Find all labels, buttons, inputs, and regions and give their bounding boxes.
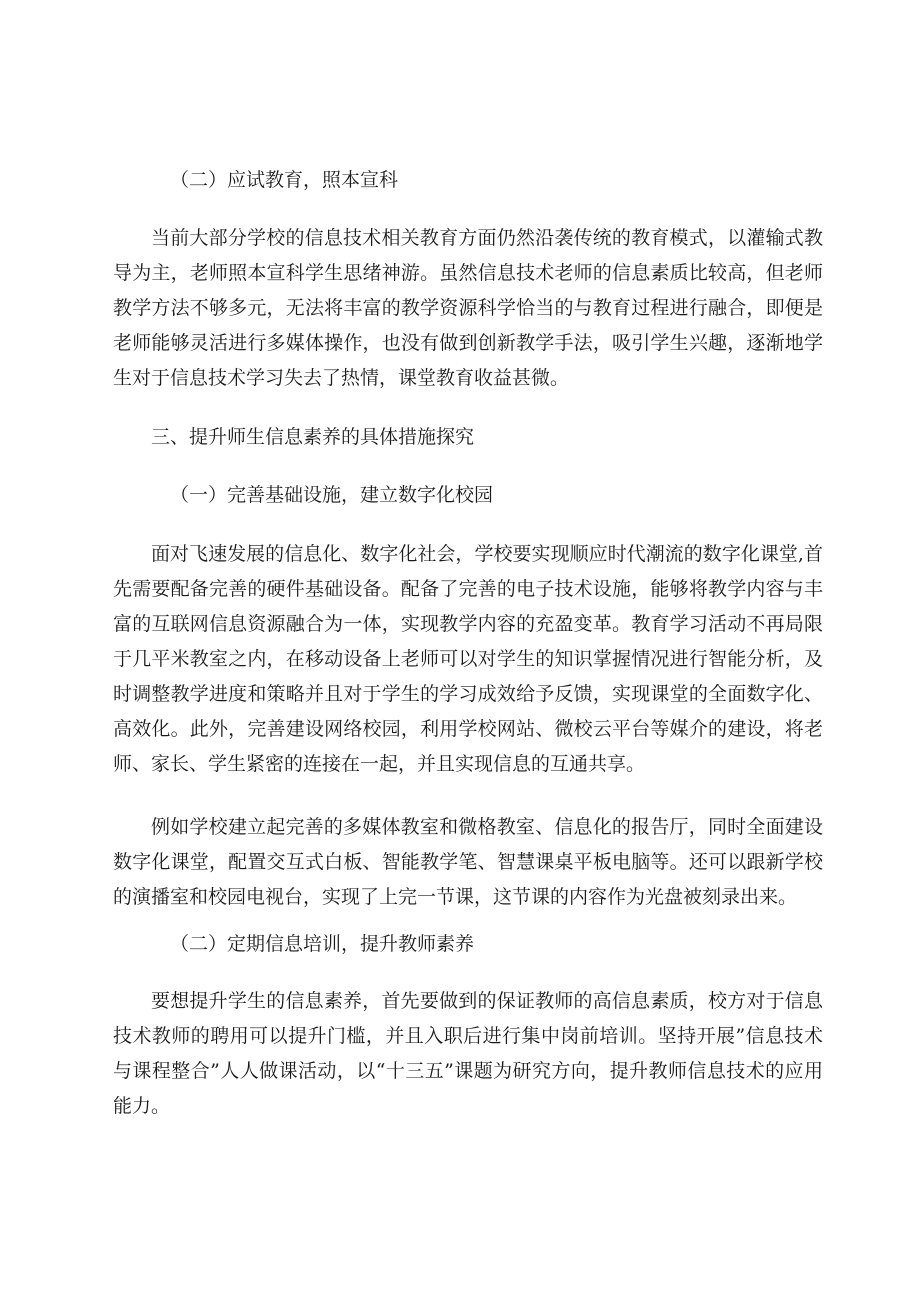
paragraph-training: 要想提升学生的信息素养，首先要做到的保证教师的高信息素质，校方对于信息技术教师的聘用可以提升门槛，并且入职后进行集中岗前培训。坚持开展”信息技术与课程整合”人人做课活动，以“十三五”课题为研究方向，提升教师信息技术的应用能力。 <box>113 990 823 1117</box>
paragraph-exam-education: 当前大部分学校的信息技术相关教育方面仍然沿袭传统的教育模式，以灌输式教导为主，老师照本宣科学生思绪神游。虽然信息技术老师的信息素质比较高，但老师教学方法不够多元，无法将丰富的教学资源科学恰当的与教育过程进行融合，即便是老师能够灵活进行多媒体操作，也没有做到创新教学手法，吸引学生兴趣，逐渐地学生对于信息技术学习失去了热情，课堂教育收益甚微。 <box>113 227 823 389</box>
section-heading-measures: 三、提升师生信息素养的具体措施探究 <box>151 426 475 448</box>
sub-heading-training: （二）定期信息培训，提升教师素养 <box>170 933 475 955</box>
sub-heading-infrastructure: （一）完善基础设施，建立数字化校园 <box>170 484 494 506</box>
paragraph-example: 例如学校建立起完善的多媒体教室和微格教室、信息化的报告厅，同时全面建设数字化课堂，配置交互式白板、智能教学笔、智慧课桌平板电脑等。还可以跟新学校的演播室和校园电视台，实现了上完一节课，这节课的内容作为光盘被刻录出来。 <box>113 816 823 908</box>
paragraph-infrastructure: 面对飞速发展的信息化、数字化社会，学校要实现顺应时代潮流的数字化课堂,首先需要配备完善的硬件基础设备。配备了完善的电子技术设施，能够将教学内容与丰富的互联网信息资源融合为一体，实现教学内容的充盈变革。教育学习活动不再局限于几平米教室之内，在移动设备上老师可以对学生的知识掌握情况进行智能分析，及时调整教学进度和策略并且对于学生的学习成效给予反馈，实现课堂的全面数字化、高效化。此外，完善建设网络校园，利用学校网站、微校云平台等媒介的建设，将老师、家长、学生紧密的连接在一起，并且实现信息的互通共享。 <box>113 543 823 775</box>
sub-heading-exam-education: （二）应试教育，照本宣科 <box>170 169 399 191</box>
